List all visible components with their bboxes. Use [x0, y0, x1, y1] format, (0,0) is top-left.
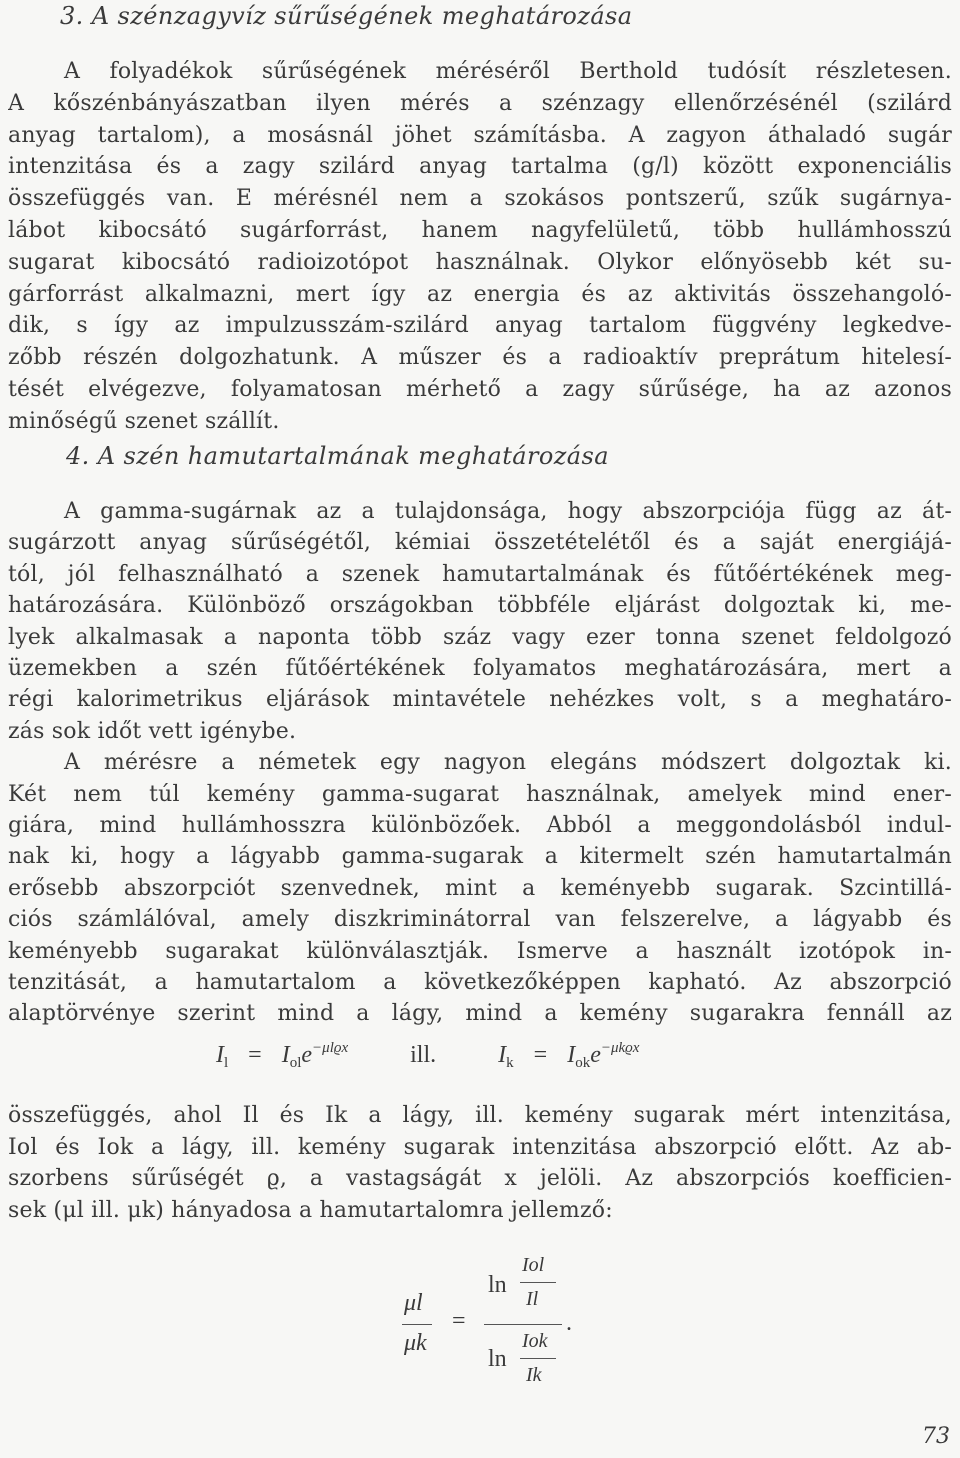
i-l: Il	[526, 1288, 539, 1310]
i-k: Ik	[526, 1364, 542, 1386]
formula-attenuation	[216, 1040, 639, 1072]
text-line: nak ki, hogy a lágyabb gamma-sugarak a kitermelt szén hamutartalmán	[8, 844, 952, 870]
text-line: sugárzott anyag sűrűségétől, kémiai összetételétől és a saját energiájá-	[8, 530, 952, 556]
text-line: határozására. Különböző országokban többféle eljárást dolgoztak ki, me-	[8, 593, 952, 619]
mu-l: μl	[404, 1290, 423, 1316]
formula-equals: =	[248, 1042, 262, 1068]
text-line: intenzitása és a zagy szilárd anyag tartalma (g/l) között exponenciális	[8, 154, 952, 180]
formula-symbol: I	[498, 1042, 507, 1068]
text-line: anyag tartalom), a mosásnál jöhet számításba. A zagyon áthaladó sugár	[8, 122, 952, 148]
fraction-bar	[520, 1282, 556, 1283]
i-ol: Iol	[522, 1254, 545, 1276]
formula-exponent: −μlϱx	[312, 1040, 349, 1056]
text-line: erősebb abszorpciót szenvednek, mint a keményebb sugarak. Szcintillá-	[8, 875, 952, 901]
page-number: 73	[922, 1424, 950, 1449]
text-line: A mérésre a németek egy nagyon elegáns módszert dolgoztak ki.	[64, 750, 952, 776]
text-line: tenzitását, a hamutartalom a következőképpen kapható. Az abszorpció	[8, 970, 952, 995]
text-line: régi kalorimetrikus eljárások mintavétele nehézkes volt, s a meghatáro-	[8, 687, 952, 713]
ln-label: ln	[488, 1272, 507, 1298]
mu-k: μk	[404, 1330, 427, 1356]
formula-subscript: ol	[289, 1055, 302, 1071]
text-line: Két nem túl kemény gamma-sugarat használnak, amelyek mind ener-	[8, 781, 952, 807]
formula-symbol: e	[301, 1042, 313, 1068]
formula-period: .	[566, 1310, 572, 1336]
text-line: összefüggés, ahol Il és Ik a lágy, ill. kemény sugarak mért intenzitása,	[8, 1103, 952, 1128]
formula-subscript: ok	[575, 1055, 591, 1071]
formula-exponent: −μkϱx	[600, 1040, 640, 1056]
fraction-bar	[520, 1358, 556, 1359]
formula-equals: =	[452, 1308, 466, 1334]
fraction-bar	[402, 1324, 432, 1325]
text-line: tól, jól felhasználható a szenek hamutartalmának és fűtőértékének meg-	[8, 561, 952, 587]
text-line: összefüggés van. E mérésnél nem a szokásos pontszerű, szűk sugárnya-	[8, 186, 952, 212]
section-4-heading: 4. A szén hamutartalmának meghatározása	[66, 442, 609, 470]
formula-conjunction: ill.	[410, 1042, 437, 1068]
formula-symbol: I	[216, 1042, 224, 1068]
text-line: keményebb sugarakat különválasztják. Ismerve a használt izotópok in-	[8, 938, 952, 964]
formula-subscript: l	[224, 1055, 229, 1071]
text-line: dik, s így az impulzusszám-szilárd anyag tartalom függvény legkedve-	[8, 313, 952, 339]
text-line: gárforrást alkalmazni, mert így az energia és az aktivitás összehangoló-	[8, 281, 952, 307]
text-line: Iol és Iok a lágy, ill. kemény sugarak intenzitása abszorpció előtt. Az ab-	[8, 1134, 952, 1160]
formula-equals: =	[533, 1042, 548, 1068]
text-line: alaptörvénye szerint mind a lágy, mind a kemény sugarakra fennáll az	[8, 1001, 952, 1027]
text-line: üzemekben a szén fűtőértékének folyamatos meghatározására, mert a	[8, 656, 952, 681]
formula-symbol: e	[590, 1042, 601, 1068]
text-line: tését elvégezve, folyamatosan mérhető a zagy sűrűsége, ha az azonos	[8, 377, 952, 402]
main-fraction-bar	[484, 1324, 562, 1325]
formula-subscript: k	[506, 1055, 514, 1071]
text-line: ciós számlálóval, amely diszkriminátorral van felszerelve, a lágyabb és	[8, 907, 952, 933]
formula-symbol: I	[281, 1042, 290, 1068]
formula-symbol: I	[567, 1042, 576, 1068]
text-line: lábot kibocsátó sugárforrást, hanem nagyfelületű, több hullámhosszú	[8, 218, 952, 243]
text-line: lyek alkalmasak a naponta több száz vagy ezer tonna szenet feldolgozó	[8, 624, 952, 650]
text-line: giára, mind hullámhosszra különbözőek. Abból a meggondolásból indul-	[8, 813, 952, 838]
text-line: A gamma-sugárnak az a tulajdonsága, hogy abszorpciója függ az át-	[64, 499, 952, 524]
text-line: szorbens sűrűségét ϱ, a vastagságát x jelöli. Az abszorpciós koefficien-	[8, 1166, 952, 1191]
text-line: zőbb részén dolgozhatunk. A műszer és a radioaktív preprátum hitelesí-	[8, 345, 952, 371]
ln-label: ln	[488, 1346, 507, 1372]
text-line: zás sok időt vett igénybe.	[8, 718, 297, 744]
text-line: A folyadékok sűrűségének méréséről Berthold tudósít részletesen.	[64, 59, 952, 84]
i-ok: Iok	[522, 1330, 548, 1352]
text-line: minőségű szenet szállít.	[8, 408, 280, 434]
text-line: sugarat kibocsátó radioizotópot használnak. Olykor előnyösebb két su-	[8, 249, 952, 275]
text-line: A kőszénbányászatban ilyen mérés a szénzagy ellenőrzésénél (szilárd	[8, 90, 952, 116]
section-3-heading: 3. A szénzagyvíz sűrűségének meghatározása	[60, 2, 633, 30]
text-line: sek (μl ill. μk) hányadosa a hamutartalomra jellemző:	[8, 1197, 613, 1223]
